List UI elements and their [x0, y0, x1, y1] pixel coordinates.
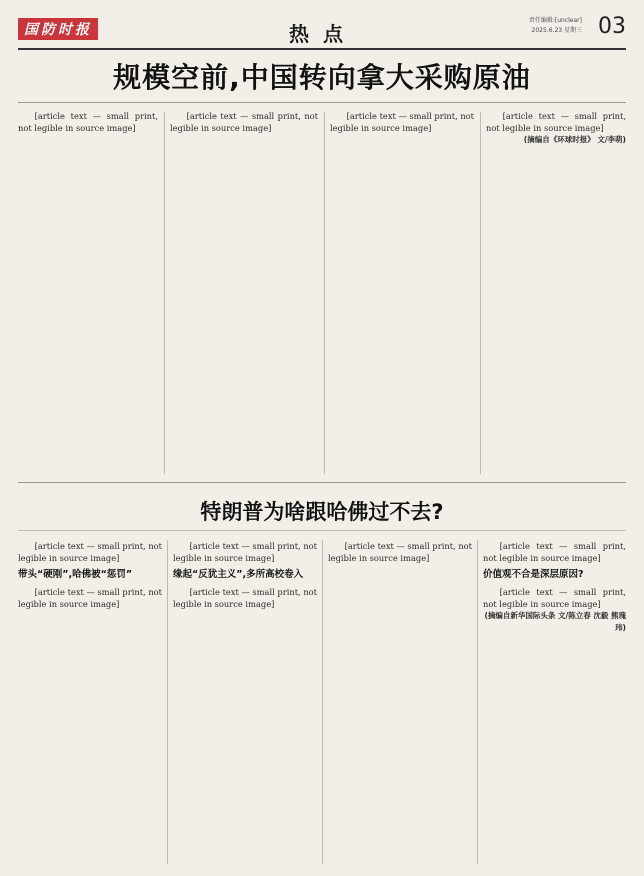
article1-column-2	[170, 110, 318, 474]
article2-col4-text-2: [article text — small print, not legible in source image]	[483, 586, 626, 609]
article2-column-3	[328, 540, 472, 866]
article2-column-1	[18, 540, 162, 866]
article2-subheading-3: 价值观不合是深层原因?	[483, 569, 584, 581]
column-divider	[480, 112, 481, 474]
masthead-rule	[18, 48, 626, 50]
article1-headline: 规模空前,中国转向拿大采购原油	[113, 61, 531, 94]
article2-col2-text-2: [article text — small print, not legible in source image]	[173, 586, 317, 609]
article1-col4-text: [article text — small print, not legible in source image]	[486, 111, 626, 134]
article2-headline: 特朗普为啥跟哈佛过不去?	[200, 500, 444, 524]
article2-col1-text: [article text — small print, not legible in source image]	[18, 541, 162, 564]
article2-byline: (摘编自新华国际头条 文/陈立春 沈毅 熊瑰玮)	[484, 611, 626, 633]
article2-col3-text: [article text — small print, not legible in source image]	[328, 541, 472, 564]
column-divider	[324, 112, 325, 474]
newspaper-logo: 国防时报	[18, 18, 98, 40]
article1-col1-text: [article text — small print, not legible in source image]	[18, 111, 158, 134]
article2-column-4	[483, 540, 626, 866]
article1-column-3	[330, 110, 474, 474]
article2-col1-text-2: [article text — small print, not legible in source image]	[18, 586, 162, 609]
masthead	[18, 14, 626, 48]
column-divider	[477, 540, 478, 864]
article1-col2-text: [article text — small print, not legible in source image]	[170, 111, 318, 134]
article1-column-1	[18, 110, 158, 474]
section-title: 热点	[289, 22, 357, 46]
article2-col4-text: [article text — small print, not legible in source image]	[483, 541, 626, 564]
headline-rule	[18, 530, 626, 531]
column-divider	[322, 540, 323, 864]
date-line: 2025.6.23 星期三	[531, 27, 582, 34]
article1-col3-text: [article text — small print, not legible in source image]	[330, 111, 474, 134]
article2-subheading-2: 缘起“反犹主义”,多所高校卷入	[173, 569, 304, 581]
article2-subheading-1: 带头“硬刚”,哈佛被“惩罚”	[18, 569, 133, 581]
column-divider	[167, 540, 168, 864]
issue-meta	[529, 16, 582, 36]
article1-column-4	[486, 110, 626, 474]
article2-column-2	[173, 540, 317, 866]
editor-line: 责任编辑:[unclear]	[528, 17, 582, 24]
article2-col2-text: [article text — small print, not legible in source image]	[173, 541, 317, 564]
page-number: 03	[598, 14, 626, 39]
article-separator	[18, 482, 626, 483]
column-divider	[164, 112, 165, 474]
article1-byline: (摘编自《环球时报》 文/李萌)	[523, 135, 626, 145]
headline-rule	[18, 102, 626, 103]
